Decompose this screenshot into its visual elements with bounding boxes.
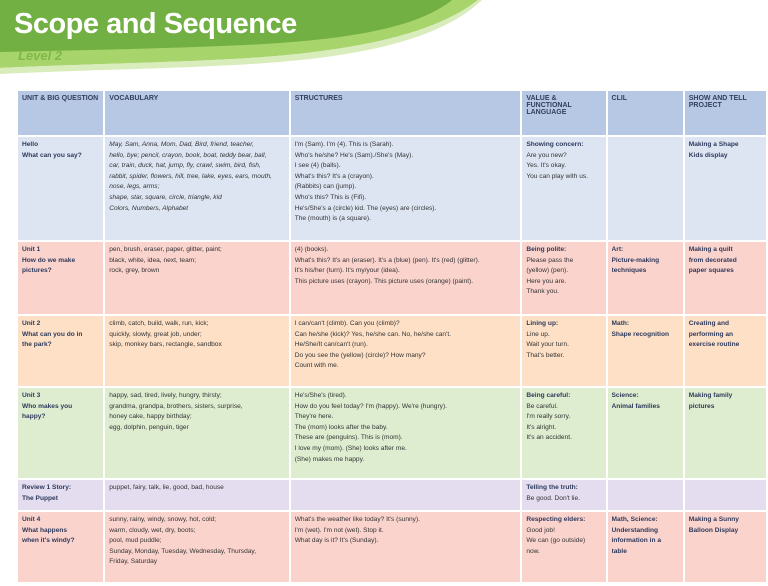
clil-line: techniques: [611, 267, 647, 275]
clil-cell: [608, 388, 683, 478]
vocabulary-cell: [105, 316, 288, 386]
structure-line: Who's he/she? He's (Sam)./She's (May).: [294, 151, 414, 159]
unit-text: The Puppet: [22, 494, 58, 502]
vocabulary-line: Friday, Saturday: [109, 558, 158, 566]
project-cell: [685, 388, 766, 478]
structure-line: The (mouth) is (a square).: [294, 215, 371, 223]
structure-line: (She) makes me happy.: [294, 455, 365, 463]
vocabulary-cell: [105, 388, 288, 478]
value-line: Are you new?: [526, 151, 567, 159]
clil-line: Shape recognition: [611, 330, 670, 338]
clil-line: information in a: [611, 537, 661, 545]
value-line: It's alright.: [526, 423, 557, 431]
vocabulary-line: quickly, slowly, great job, under;: [109, 330, 202, 338]
unit-text: Who makes you: [22, 402, 73, 410]
unit-text: Review 1 Story:: [22, 484, 72, 491]
value-title: Telling the truth:: [526, 484, 578, 491]
level-label: Level 2: [18, 48, 63, 63]
clil-line: Animal families: [611, 402, 660, 410]
clil-cell: [608, 137, 683, 240]
value-line: Line up.: [526, 330, 550, 338]
clil-cell: [608, 512, 683, 582]
structure-line: He's/She's a (circle) kid. The (eyes) are (circles).: [294, 204, 437, 212]
structure-line: Do you see the (yellow) (circle)? How many?: [294, 351, 426, 359]
vocabulary-line: sunny, rainy, windy, snowy, hot, cold;: [109, 516, 217, 523]
structure-line: What's the weather like today? It's (sunny).: [294, 516, 420, 523]
vocabulary-line: happy, sad, tired, lively, hungry, thirsty;: [109, 392, 222, 399]
value-line: Be good. Don't lie.: [526, 494, 580, 502]
structure-line: These are (penguins). This is (mom).: [294, 434, 403, 442]
unit-text: Unit 2: [22, 320, 41, 327]
vocabulary-line: black, white, idea, next, team;: [109, 256, 197, 264]
value-line: You can play with us.: [526, 172, 589, 180]
value-cell: [522, 137, 605, 240]
structures-cell: [291, 388, 521, 478]
structure-line: Can he/she (kick)? Yes, he/she can. No, he/she can't.: [294, 330, 452, 338]
unit-text: What happens: [22, 526, 68, 534]
unit-text: What can you do in: [22, 330, 83, 338]
structure-line: Count with me.: [294, 362, 339, 370]
structure-line: I'm (wet). I'm not (wet). Stop it.: [294, 526, 384, 534]
vocabulary-cell: [105, 480, 288, 510]
value-title: Lining up:: [526, 320, 559, 327]
vocabulary-line: hello, bye; pencil, crayon, book, boat, teddy bear, ball,: [109, 151, 267, 159]
vocabulary-line: pen, brush, eraser, paper, glitter, paint;: [109, 246, 222, 253]
header-vocabulary: VOCABULARY: [105, 91, 288, 135]
vocabulary-line: shape, star, square, circle, triangle, kid: [109, 193, 222, 201]
header-value: VALUE & FUNCTIONAL LANGUAGE: [522, 91, 605, 135]
vocabulary-cell: [105, 242, 288, 314]
clil-line: Picture-making: [611, 256, 660, 264]
structure-line: He/She/It can/can't (run).: [294, 341, 368, 349]
unit-text: How do we make: [22, 256, 76, 264]
clil-line: Understanding: [611, 526, 659, 534]
structure-line: (4) (books).: [294, 246, 329, 253]
project-line: paper squares: [688, 267, 734, 275]
clil-cell: [608, 316, 683, 386]
project-line: Creating and: [688, 320, 730, 327]
clil-line: Math:: [611, 320, 630, 327]
vocabulary-line: rock, grey, brown: [109, 267, 160, 275]
project-cell: [685, 137, 766, 240]
structure-line: What's this? It's an (eraser). It's a (blue) (pen). It's (red) (glitter).: [294, 256, 480, 264]
unit-cell: [18, 388, 103, 478]
project-cell: [685, 316, 766, 386]
project-cell: [685, 480, 766, 510]
value-line: Wait your turn.: [526, 341, 569, 349]
value-line: Thank you.: [526, 288, 559, 296]
structures-cell: [291, 242, 521, 314]
table-row: [18, 512, 766, 582]
vocabulary-line: Colors, Numbers, Alphabet: [109, 204, 189, 212]
vocabulary-cell: [105, 137, 288, 240]
value-line: We can (go outside): [526, 537, 586, 545]
header-structures: STRUCTURES: [291, 91, 521, 135]
unit-cell: [18, 242, 103, 314]
clil-line: Science:: [611, 392, 639, 399]
table-row: [18, 316, 766, 386]
value-title: Being polite:: [526, 246, 567, 253]
header-unit: UNIT & BIG QUESTION: [18, 91, 103, 135]
clil-line: table: [611, 547, 627, 555]
project-line: Making family: [688, 392, 733, 399]
structures-cell: [291, 137, 521, 240]
value-title: Respecting elders:: [526, 516, 586, 523]
value-cell: [522, 316, 605, 386]
vocabulary-line: May, Sam, Anna, Mom, Dad, Bird, friend, teacher,: [109, 141, 254, 148]
value-line: It's an accident.: [526, 434, 572, 442]
value-line: Please pass the: [526, 256, 574, 264]
vocabulary-line: skip, monkey bars, rectangle, sandbox: [109, 341, 222, 349]
project-line: Balloon Display: [688, 526, 739, 534]
page-title: Scope and Sequence: [14, 8, 297, 40]
structure-line: Who's this? This is (Fifi).: [294, 193, 367, 201]
value-line: Good job!: [526, 526, 555, 534]
header-project: SHOW AND TELL PROJECT: [685, 91, 766, 135]
project-line: Making a quilt: [688, 246, 733, 253]
structures-cell: [291, 480, 521, 510]
unit-cell: [18, 480, 103, 510]
structure-line: This picture uses (crayon). This picture uses (orange) (paint).: [294, 277, 474, 285]
clil-line: Math, Science:: [611, 516, 658, 523]
structure-line: They're here.: [294, 413, 334, 421]
project-line: performing an: [688, 330, 734, 338]
project-cell: [685, 512, 766, 582]
structure-line: How do you feel today? I'm (happy). We're (hungry).: [294, 402, 447, 410]
structure-line: He's/She's (tired).: [294, 392, 347, 399]
structure-line: I see (4) (balls).: [294, 162, 341, 170]
unit-text: pictures?: [22, 267, 52, 275]
unit-text: when it's windy?: [22, 537, 75, 545]
vocabulary-line: warm, cloudy, wet, dry, boots;: [109, 526, 196, 534]
value-title: Showing concern:: [526, 141, 584, 148]
vocabulary-line: climb, catch, build, walk, run, kick;: [109, 320, 209, 327]
scope-table: [16, 89, 768, 584]
vocabulary-cell: [105, 512, 288, 582]
vocabulary-line: nose, legs, arms;: [109, 183, 160, 191]
table-row: [18, 388, 766, 478]
project-line: Kids display: [688, 151, 728, 159]
unit-cell: [18, 316, 103, 386]
value-line: now.: [526, 547, 540, 555]
clil-line: Art:: [611, 246, 624, 253]
header-clil: CLIL: [608, 91, 683, 135]
title-banner: [0, 0, 768, 86]
value-title: Being careful:: [526, 392, 571, 399]
unit-cell: [18, 137, 103, 240]
project-line: Making a Shape: [688, 141, 739, 148]
structure-line: It's his/her (turn). It's my/your (idea).: [294, 267, 400, 275]
project-line: pictures: [688, 402, 715, 410]
clil-cell: [608, 242, 683, 314]
vocabulary-line: honey cake, happy birthday;: [109, 413, 192, 421]
value-cell: [522, 480, 605, 510]
value-cell: [522, 512, 605, 582]
value-line: Here you are.: [526, 277, 567, 285]
value-line: (yellow) (pen).: [526, 267, 569, 275]
structure-line: The (mom) looks after the baby.: [294, 423, 388, 431]
structures-cell: [291, 512, 521, 582]
structure-line: What day is it? It's (Sunday).: [294, 537, 379, 545]
vocabulary-line: rabbit, spider, flowers, hill, tree, lake, eyes, ears, mouth,: [109, 172, 272, 180]
vocabulary-line: puppet, fairy, talk, lie, good, bad, house: [109, 484, 224, 491]
project-cell: [685, 242, 766, 314]
table-row: [18, 242, 766, 314]
value-line: Be careful.: [526, 402, 558, 410]
structures-cell: [291, 316, 521, 386]
structure-line: (Rabbits) can (jump).: [294, 183, 357, 191]
table-row: [18, 137, 766, 240]
value-line: I'm really sorry.: [526, 413, 571, 421]
vocabulary-line: egg, dolphin, penguin, tiger: [109, 423, 189, 431]
unit-cell: [18, 512, 103, 582]
unit-text: happy?: [22, 413, 46, 421]
vocabulary-line: grandma, grandpa, brothers, sisters, surprise,: [109, 402, 243, 410]
table-header-row: [18, 91, 766, 135]
structure-line: I can/can't (climb). Can you (climb)?: [294, 320, 400, 327]
table-row: [18, 480, 766, 510]
unit-text: What can you say?: [22, 151, 82, 159]
value-line: That's better.: [526, 351, 565, 359]
structure-line: What's this? It's a (crayon).: [294, 172, 374, 180]
vocabulary-line: car, train, duck, hat, jump, fly, crawl, swim, bird, fish,: [109, 162, 261, 170]
unit-text: Unit 4: [22, 516, 41, 523]
clil-cell: [608, 480, 683, 510]
project-line: from decorated: [688, 256, 737, 264]
unit-text: Unit 3: [22, 392, 41, 399]
structure-line: I'm (Sam). I'm (4). This is (Sarah).: [294, 141, 394, 148]
project-line: exercise routine: [688, 341, 740, 349]
unit-text: Unit 1: [22, 246, 41, 253]
value-cell: [522, 242, 605, 314]
value-cell: [522, 388, 605, 478]
unit-text: Hello: [22, 141, 39, 148]
vocabulary-line: pool, mud puddle;: [109, 537, 162, 545]
structure-line: I love my (mom). (She) looks after me.: [294, 444, 407, 452]
unit-text: the park?: [22, 341, 52, 349]
project-line: Making a Sunny: [688, 516, 739, 523]
value-line: Yes. It's okay.: [526, 162, 567, 170]
vocabulary-line: Sunday, Monday, Tuesday, Wednesday, Thursday,: [109, 547, 257, 555]
